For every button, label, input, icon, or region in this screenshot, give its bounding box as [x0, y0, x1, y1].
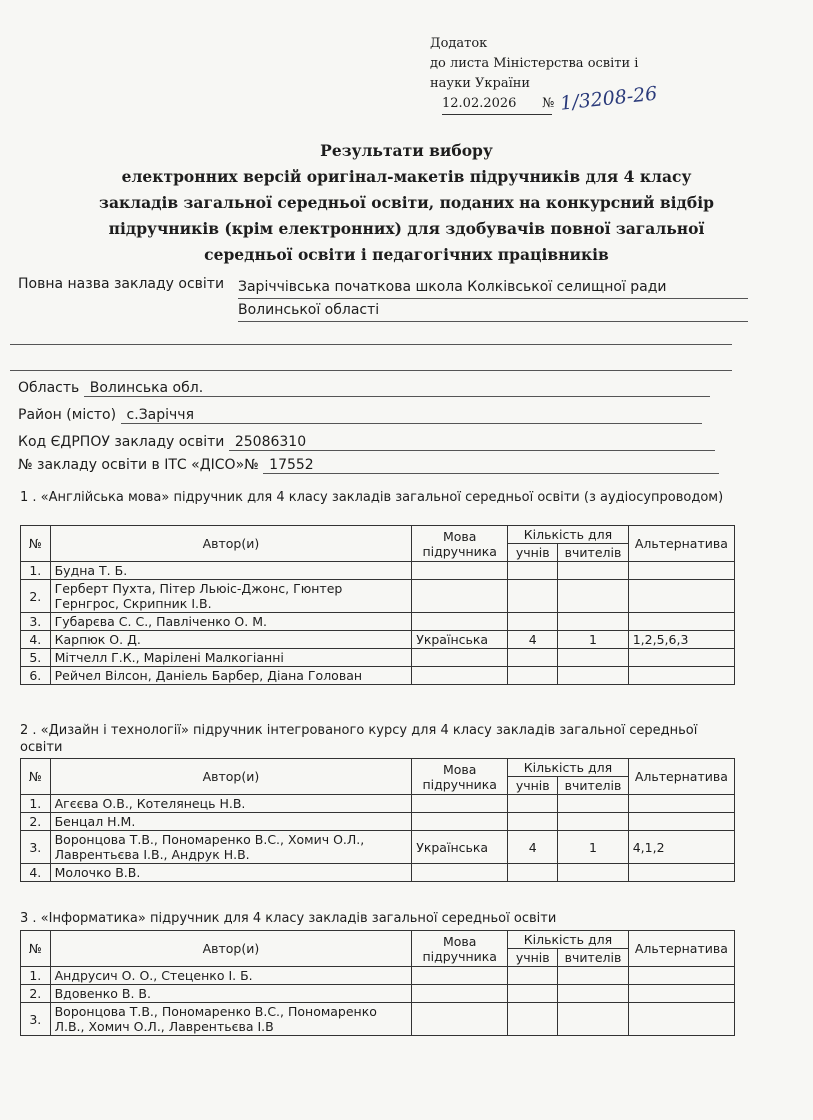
header-author: Автор(и) — [50, 931, 412, 967]
row-students — [508, 967, 558, 985]
row-author: Воронцова Т.В., Пономаренко В.С., Пономаренко Л.В., Хомич О.Л., Лаврентьєва І.В — [50, 1003, 412, 1036]
table-row — [21, 967, 735, 985]
row-teachers — [558, 985, 628, 1003]
oblast-label: Область — [18, 380, 80, 396]
table-row — [21, 864, 735, 882]
section-2-table — [20, 758, 735, 882]
row-alt — [628, 562, 734, 580]
row-students — [508, 613, 558, 631]
addendum-line-3: науки України — [430, 76, 531, 91]
row-teachers — [558, 580, 628, 613]
row-lang — [412, 864, 508, 882]
row-alt: 4,1,2 — [628, 831, 734, 864]
row-teachers: 1 — [558, 631, 628, 649]
row-num: 3. — [21, 613, 51, 631]
header-count: Кількість для — [508, 526, 629, 544]
row-num: 4. — [21, 631, 51, 649]
raion-value: с.Заріччя — [121, 407, 702, 424]
row-num: 2. — [21, 985, 51, 1003]
row-students — [508, 864, 558, 882]
blank-line-2 — [10, 370, 732, 371]
blank-line-1 — [10, 344, 732, 345]
row-author: Агєєва О.В., Котелянець Н.В. — [50, 795, 412, 813]
row-alt — [628, 613, 734, 631]
row-students: 4 — [508, 831, 558, 864]
row-num: 6. — [21, 667, 51, 685]
school-name-line-1: Заріччівська початкова школа Колківської селищної ради — [238, 276, 748, 299]
row-students — [508, 813, 558, 831]
title-line-2: електронних версій оригінал-макетів підручників для 4 класу — [121, 167, 692, 186]
section-1-table — [20, 525, 735, 685]
row-students — [508, 1003, 558, 1036]
row-lang — [412, 795, 508, 813]
table-row — [21, 667, 735, 685]
title-line-3: закладів загальної середньої освіти, поданих на конкурсний відбір — [99, 193, 714, 212]
row-teachers: 1 — [558, 831, 628, 864]
row-alt — [628, 985, 734, 1003]
row-lang: Українська — [412, 831, 508, 864]
school-name-line-2: Волинської області — [238, 299, 748, 322]
row-num: 5. — [21, 649, 51, 667]
row-alt — [628, 864, 734, 882]
edrpou-label: Код ЄДРПОУ закладу освіти — [18, 434, 225, 450]
row-students — [508, 667, 558, 685]
row-lang — [412, 985, 508, 1003]
header-author: Автор(и) — [50, 526, 412, 562]
table-row — [21, 813, 735, 831]
table-header-row — [21, 526, 735, 544]
addendum-handwritten-number: 1/3208-26 — [559, 82, 659, 115]
header-teachers: вчителів — [558, 949, 628, 967]
table-row — [21, 562, 735, 580]
row-author: Мітчелл Г.К., Марілені Малкогіанні — [50, 649, 412, 667]
row-num: 2. — [21, 580, 51, 613]
row-lang — [412, 813, 508, 831]
row-students — [508, 985, 558, 1003]
table-row — [21, 580, 735, 613]
row-teachers — [558, 649, 628, 667]
itc-label: № закладу освіти в ІТС «ДІСО»№ — [18, 457, 259, 473]
row-num: 3. — [21, 1003, 51, 1036]
row-lang — [412, 613, 508, 631]
school-name-value — [238, 276, 748, 322]
row-num: 2. — [21, 813, 51, 831]
section-3-title: 3 . «Інформатика» підручник для 4 класу закладів загальної середньої освіти — [20, 911, 557, 926]
row-lang — [412, 1003, 508, 1036]
addendum-line-2: до листа Міністерства освіти і — [430, 56, 639, 71]
header-lang: Мова підручника — [412, 526, 508, 562]
table-row — [21, 1003, 735, 1036]
header-count: Кількість для — [508, 759, 629, 777]
itc-field — [18, 457, 719, 474]
addendum-block — [430, 34, 659, 116]
row-teachers — [558, 813, 628, 831]
table-header-row — [21, 759, 735, 777]
table-row — [21, 649, 735, 667]
edrpou-field — [18, 434, 715, 451]
section-1-title: 1 . «Англійська мова» підручник для 4 класу закладів загальної середньої освіти (з аудіосупроводом) — [20, 490, 724, 505]
row-alt — [628, 967, 734, 985]
table-row — [21, 613, 735, 631]
row-num: 3. — [21, 831, 51, 864]
row-lang — [412, 649, 508, 667]
row-alt — [628, 795, 734, 813]
row-alt — [628, 667, 734, 685]
row-lang: Українська — [412, 631, 508, 649]
header-count: Кількість для — [508, 931, 629, 949]
title-line-1: Результати вибору — [320, 141, 493, 160]
row-students: 4 — [508, 631, 558, 649]
table-row — [21, 831, 735, 864]
row-students — [508, 562, 558, 580]
row-author: Молочко В.В. — [50, 864, 412, 882]
title-line-5: середньої освіти і педагогічних працівників — [204, 245, 609, 264]
row-num: 1. — [21, 967, 51, 985]
row-lang — [412, 967, 508, 985]
row-alt — [628, 1003, 734, 1036]
row-teachers — [558, 667, 628, 685]
row-alt: 1,2,5,6,3 — [628, 631, 734, 649]
header-num: № — [21, 526, 51, 562]
row-alt — [628, 649, 734, 667]
raion-field — [18, 407, 702, 424]
header-alt: Альтернатива — [628, 526, 734, 562]
row-students — [508, 649, 558, 667]
row-teachers — [558, 613, 628, 631]
title-line-4: підручників (крім електронних) для здобувачів повної загальної — [108, 219, 705, 238]
oblast-field — [18, 380, 710, 397]
addendum-line-1: Додаток — [430, 36, 488, 51]
table-row — [21, 631, 735, 649]
header-alt: Альтернатива — [628, 931, 734, 967]
table-header-row — [21, 931, 735, 949]
row-author: Рейчел Вілсон, Даніель Барбер, Діана Голован — [50, 667, 412, 685]
row-author: Бенцал Н.М. — [50, 813, 412, 831]
row-teachers — [558, 864, 628, 882]
row-teachers — [558, 967, 628, 985]
row-author: Будна Т. Б. — [50, 562, 412, 580]
row-teachers — [558, 562, 628, 580]
table-row — [21, 795, 735, 813]
oblast-value: Волинська обл. — [84, 380, 710, 397]
row-num: 4. — [21, 864, 51, 882]
section-3-table — [20, 930, 735, 1036]
row-alt — [628, 580, 734, 613]
header-students: учнів — [508, 949, 558, 967]
row-teachers — [558, 795, 628, 813]
row-num: 1. — [21, 562, 51, 580]
header-students: учнів — [508, 544, 558, 562]
school-name-label: Повна назва закладу освіти — [18, 276, 225, 292]
row-author: Вдовенко В. В. — [50, 985, 412, 1003]
raion-label: Район (місто) — [18, 407, 117, 423]
addendum-number-label: № — [542, 96, 555, 111]
header-num: № — [21, 931, 51, 967]
row-author: Герберт Пухта, Пітер Льюіс-Джонс, Гюнтер Гернгрос, Скрипник І.В. — [50, 580, 412, 613]
header-teachers: вчителів — [558, 544, 628, 562]
row-students — [508, 795, 558, 813]
itc-value: 17552 — [263, 457, 719, 474]
row-author: Воронцова Т.В., Пономаренко В.С., Хомич О.Л., Лаврентьєва І.В., Андрук Н.В. — [50, 831, 412, 864]
row-alt — [628, 813, 734, 831]
row-students — [508, 580, 558, 613]
row-teachers — [558, 1003, 628, 1036]
header-num: № — [21, 759, 51, 795]
row-author: Губарєва С. С., Павліченко О. М. — [50, 613, 412, 631]
addendum-date: 12.02.2026 — [442, 94, 552, 115]
header-lang: Мова підручника — [412, 931, 508, 967]
row-lang — [412, 562, 508, 580]
row-author: Андрусич О. О., Стеценко І. Б. — [50, 967, 412, 985]
header-author: Автор(и) — [50, 759, 412, 795]
row-lang — [412, 667, 508, 685]
edrpou-value: 25086310 — [229, 434, 715, 451]
row-num: 1. — [21, 795, 51, 813]
header-students: учнів — [508, 777, 558, 795]
header-alt: Альтернатива — [628, 759, 734, 795]
header-teachers: вчителів — [558, 777, 628, 795]
header-lang: Мова підручника — [412, 759, 508, 795]
document-title — [20, 138, 793, 268]
row-lang — [412, 580, 508, 613]
table-row — [21, 985, 735, 1003]
row-author: Карпюк О. Д. — [50, 631, 412, 649]
section-2-title: 2 . «Дизайн і технології» підручник інтегрованого курсу для 4 класу закладів загальної середньої освіти — [20, 723, 698, 755]
